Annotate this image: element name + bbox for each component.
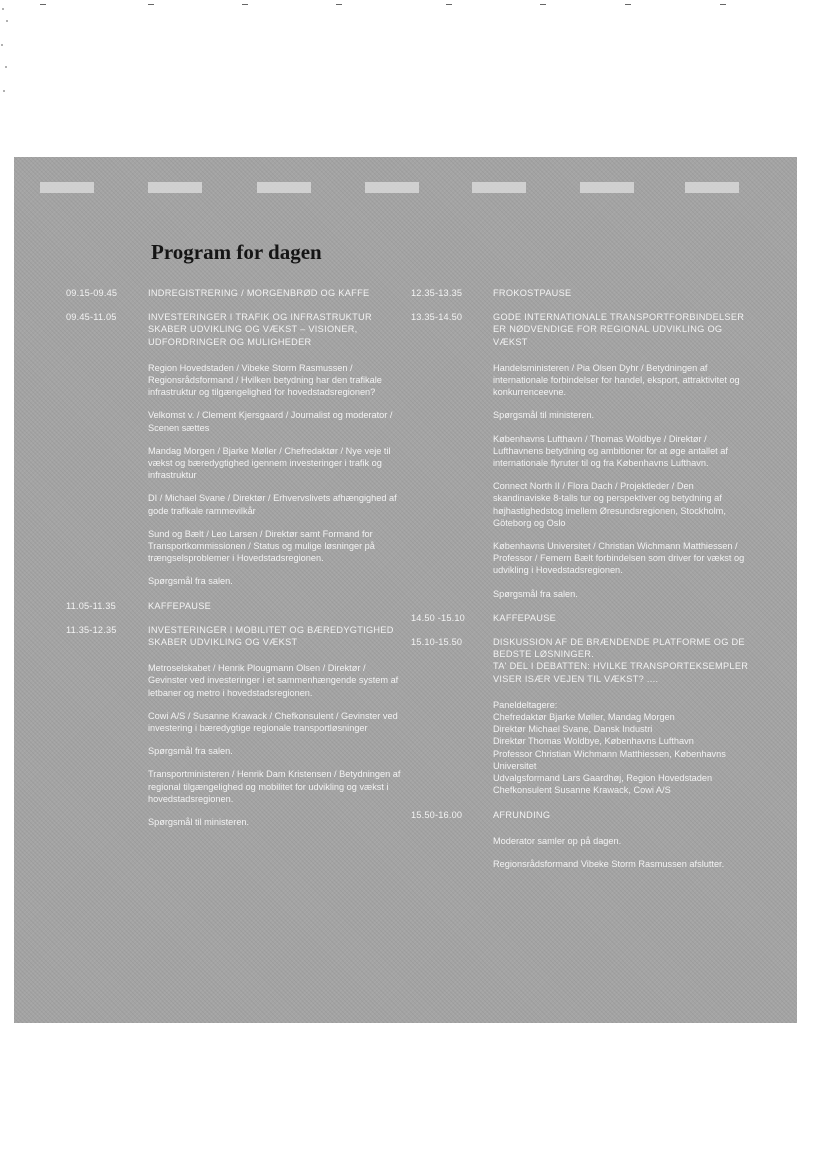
session-row — [66, 600, 406, 612]
panelist: Udvalgsformand Lars Gaardhøj, Region Hovedstaden — [493, 773, 713, 784]
header-tab — [685, 182, 739, 193]
program-item: Københavns Universitet / Christian Wichmann Matthiessen / Professor / Femern Bælt forbindelsen som driver for vækst og udvikling i Hovedstadsregionen. — [493, 541, 745, 576]
session-time: 09.45-11.05 — [66, 312, 117, 323]
session-title: FROKOSTPAUSE — [493, 288, 572, 298]
session-row — [411, 311, 751, 600]
session-title: INDREGISTRERING / MORGENBRØD OG KAFFE — [148, 288, 370, 298]
session-row — [411, 612, 751, 624]
session-row — [66, 311, 406, 587]
block-spacer — [411, 299, 751, 311]
left-program-column — [66, 287, 406, 828]
session-time: 13.35-14.50 — [411, 312, 463, 323]
block-spacer — [66, 299, 406, 311]
program-block — [411, 612, 751, 624]
page-title: Program for dagen — [151, 240, 322, 264]
session-title: AFRUNDING — [493, 809, 551, 820]
block-spacer — [66, 588, 406, 600]
program-item: Regionsrådsformand Vibeke Storm Rasmussen afslutter. — [493, 858, 725, 869]
panelist: Professor Christian Wichmann Matthiessen, Københavns Universitet — [493, 748, 726, 771]
program-panel — [14, 157, 797, 1023]
session-title: INVESTERINGER I TRAFIK OG INFRASTRUKTUR SKABER UDVIKLING OG VÆKST – VISIONER, UDFORDRINGER OG MULIGHEDER — [148, 312, 372, 347]
program-item: Velkomst v. / Clement Kjersgaard / Journalist og moderator / Scenen sættes — [148, 410, 393, 433]
session-title: GODE INTERNATIONALE TRANSPORTFORBINDELSER ER NØDVENDIGE FOR REGIONAL UDVIKLING OG VÆKST — [493, 312, 745, 347]
panelist: Chefredaktør Bjarke Møller, Mandag Morgen — [493, 712, 675, 723]
program-item: Metroselskabet / Henrik Plougmann Olsen / Direktør / Gevinster ved investeringer i et sammenhængende system af letbaner og metro i hovedstadsregionen. — [148, 663, 399, 698]
program-block — [411, 311, 751, 600]
session-body — [148, 600, 406, 612]
header-tab — [472, 182, 526, 193]
session-body — [493, 311, 751, 600]
session-body — [493, 287, 751, 299]
session-body — [493, 636, 751, 796]
session-body — [148, 624, 406, 828]
program-item: Paneldeltagere: — [493, 699, 558, 710]
program-item: Spørgsmål til ministeren. — [493, 410, 595, 421]
session-body — [148, 287, 406, 299]
header-tab — [580, 182, 634, 193]
program-block — [66, 287, 406, 299]
scan-artifact — [0, 0, 14, 120]
program-item: Transportministeren / Henrik Dam Kristensen / Betydningen af regional tilgængelighed og mobilitet for udvikling og vækst i hovedstadsregionen. — [148, 769, 401, 804]
program-block — [66, 600, 406, 612]
program-item: DI / Michael Svane / Direktør / Erhvervslivets afhængighed af gode trafikale rammevilkår — [148, 493, 397, 516]
program-item: Mandag Morgen / Bjarke Møller / Chefredaktør / Nye veje til vækst og bæredygtighed igennem investeringer i trafik og infrastruktur — [148, 445, 391, 481]
session-time: 14.50 -15.10 — [411, 612, 465, 623]
program-item: Region Hovedstaden / Vibeke Storm Rasmussen / Regionsrådsformand / Hvilken betydning har den trafikale infrastruktur og tilgængelighed for hovedstadsregionen? — [148, 362, 382, 398]
session-time: 15.50-16.00 — [411, 809, 463, 820]
panelist: Direktør Thomas Woldbye, Københavns Lufthavn — [493, 736, 694, 747]
header-tab — [257, 182, 311, 193]
header-tab — [148, 182, 202, 193]
session-time: 11.35-12.35 — [66, 624, 117, 635]
session-row — [411, 636, 751, 796]
program-item: Sund og Bælt / Leo Larsen / Direktør samt Formand for Transportkommissionen / Status og mulige løsninger på trængselsproblemer i Hovedstadsregionen. — [148, 528, 375, 564]
session-row — [66, 624, 406, 828]
block-spacer — [411, 797, 751, 809]
session-title: INVESTERINGER I MOBILITET OG BÆREDYGTIGHED SKABER UDVIKLING OG VÆKST — [148, 624, 394, 648]
header-tab — [365, 182, 419, 193]
session-title: KAFFEPAUSE — [493, 612, 557, 623]
panelist: Direktør Michael Svane, Dansk Industri — [493, 724, 653, 735]
session-row — [411, 809, 751, 871]
program-item: Spørgsmål fra salen. — [493, 588, 578, 599]
program-item: Spørgsmål fra salen. — [148, 746, 233, 757]
right-program-column — [411, 287, 751, 870]
program-block — [66, 311, 406, 587]
header-tab-strip — [40, 182, 771, 194]
block-spacer — [411, 600, 751, 612]
session-time: 11.05-11.35 — [66, 600, 116, 611]
session-body — [148, 311, 406, 587]
program-block — [411, 636, 751, 796]
program-item: Københavns Lufthavn / Thomas Woldbye / Direktør / Lufthavnens betydning og ambitioner for at øge antallet af internationale flyruter til og fra Københavns Lufthavn. — [493, 433, 728, 469]
program-item: Moderator samler op på dagen. — [493, 835, 622, 846]
program-block — [66, 624, 406, 828]
program-block — [411, 809, 751, 871]
session-body — [493, 612, 751, 624]
session-time: 15.10-15.50 — [411, 637, 463, 648]
program-item: Spørgsmål fra salen. — [148, 576, 233, 587]
session-title: DISKUSSION AF DE BRÆNDENDE PLATFORME OG DE BEDSTE LØSNINGER. TA' DEL I DEBATTEN: HVILKE TRANSPORTEKSEMPLER VISER ISÆR VEJEN TIL VÆKST? .... — [493, 637, 749, 684]
session-time: 12.35-13.35 — [411, 288, 463, 298]
program-item: Spørgsmål til ministeren. — [148, 817, 250, 828]
session-time: 09.15-09.45 — [66, 288, 118, 298]
program-item: Connect North II / Flora Dach / Projektleder / Den skandinaviske 8-talls tur og perspektiver og betydning af højhastighedstog imellem Øresundsregionen, Stockholm, Göteborg og Oslo — [493, 481, 726, 528]
session-row — [411, 287, 751, 299]
panelist: Chefkonsulent Susanne Krawack, Cowi A/S — [493, 785, 671, 796]
program-item: Cowi A/S / Susanne Krawack / Chefkonsulent / Gevinster ved investering i bæredygtige regionale transportløsninger — [148, 710, 398, 734]
session-body — [493, 809, 751, 871]
program-item: Handelsministeren / Pia Olsen Dyhr / Betydningen af internationale forbindelser for handel, eksport, attraktivitet og konkurrenceevne. — [493, 362, 740, 398]
session-row — [66, 287, 406, 299]
block-spacer — [66, 612, 406, 624]
session-title: KAFFEPAUSE — [148, 600, 212, 611]
block-spacer — [411, 624, 751, 636]
header-tab — [40, 182, 94, 193]
program-block — [411, 287, 751, 299]
